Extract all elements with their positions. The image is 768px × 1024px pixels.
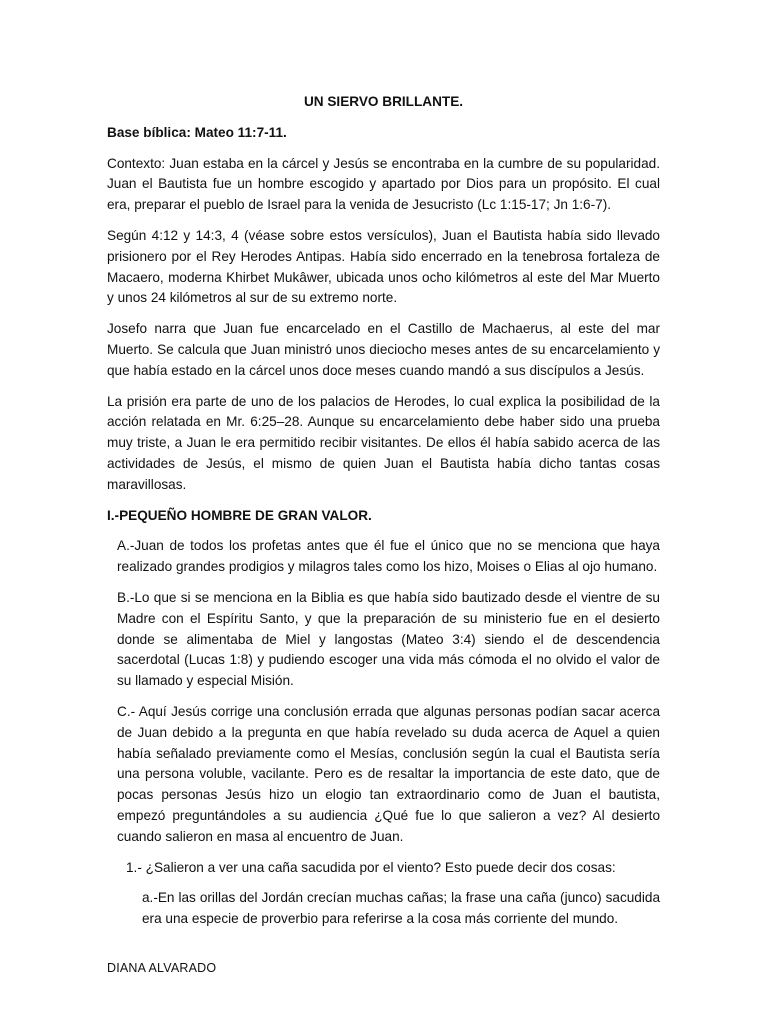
document-title: UN SIERVO BRILLANTE.: [303, 94, 464, 109]
paragraph-context: Contexto: Juan estaba en la cárcel y Jesús se encontraba en la cumbre de su popularidad. Juan el Bautista fue un hombre escogido y apartado por Dios para un propósito. El cual era, preparar el pueblo de Israel para la venida de Jesucristo (Lc 1:15-17; Jn 1:6-7).: [107, 155, 660, 213]
point-a: A.-Juan de todos los profetas antes que él fue el único que no se menciona que haya realizado grandes prodigios y milagros tales como los hizo, Moises o Elias al ojo humano.: [117, 538, 660, 575]
point-c: C.- Aquí Jesús corrige una conclusión errada que algunas personas podían sacar acerca de Juan debido a la pregunta en que había revelado su duda acerca de Aquel a quien había señalado previamente como el Mesías, conclusión según la cual el Bautista sería una persona voluble, vacilante. Pero es de resaltar la importancia de este dato, que de pocas personas Jesús hizo un elogio tan extraordinario como de Juan el bautista, empezó preguntándoles a su audiencia ¿Qué fue lo que salieron a vez? Al desierto cuando salieron en masa al encuentro de Juan.: [117, 703, 660, 844]
point-b: B.-Lo que si se menciona en la Biblia es que había sido bautizado desde el vientre de su Madre con el Espíritu Santo, y que la preparación de su ministerio fue en el desierto donde se alimentaba de Miel y langostas (Mateo 3:4) siendo el de descendencia sacerdotal (Lucas 1:8) y pudiendo escoger una vida más cómoda el no olvido el valor de su llamado y especial Misión.: [117, 589, 660, 689]
sub-item-a: a.-En las orillas del Jordán crecían muchas cañas; la frase una caña (junco) sacudida era una especie de proverbio para referirse a la cosa más corriente del mundo.: [142, 890, 660, 927]
page-footer: DIANA ALVARADO: [107, 961, 217, 975]
section-heading: I.-PEQUEÑO HOMBRE DE GRAN VALOR.: [107, 507, 372, 523]
numbered-item-1: 1.- ¿Salieron a ver una caña sacudida por el viento? Esto puede decir dos cosas:: [126, 859, 616, 875]
paragraph-palace: La prisión era parte de uno de los palacios de Herodes, lo cual explica la posibilidad de la acción relatada en Mr. 6:25–28. Aunque su encarcelamiento debe haber sido una prueba muy triste, a Juan le era permitido recibir visitantes. De ellos él había sabido acerca de las actividades de Jesús, el mismo de quien Juan el Bautista había dicho tantas cosas maravillosas.: [107, 393, 660, 492]
paragraph-josefo: Josefo narra que Juan fue encarcelado en el Castillo de Machaerus, al este del mar Muerto. Se calcula que Juan ministró unos dieciocho meses antes de su encarcelamiento y que había estado en la cárcel unos doce meses cuando mandó a sus discípulos a Jesús.: [107, 321, 660, 378]
paragraph-prison: Según 4:12 y 14:3, 4 (véase sobre estos versículos), Juan el Bautista había sido llevado prisionero por el Rey Herodes Antipas. Había sido encerrado en la tenebrosa fortaleza de Macaero, moderna Khirbet Mukâwer, ubicada unos ocho kilómetros al este del Mar Muerto y unos 24 kilómetros al sur de su extremo norte.: [107, 227, 660, 306]
document-body: [107, 92, 660, 940]
bible-base: Base bíblica: Mateo 11:7-11.: [107, 124, 287, 140]
